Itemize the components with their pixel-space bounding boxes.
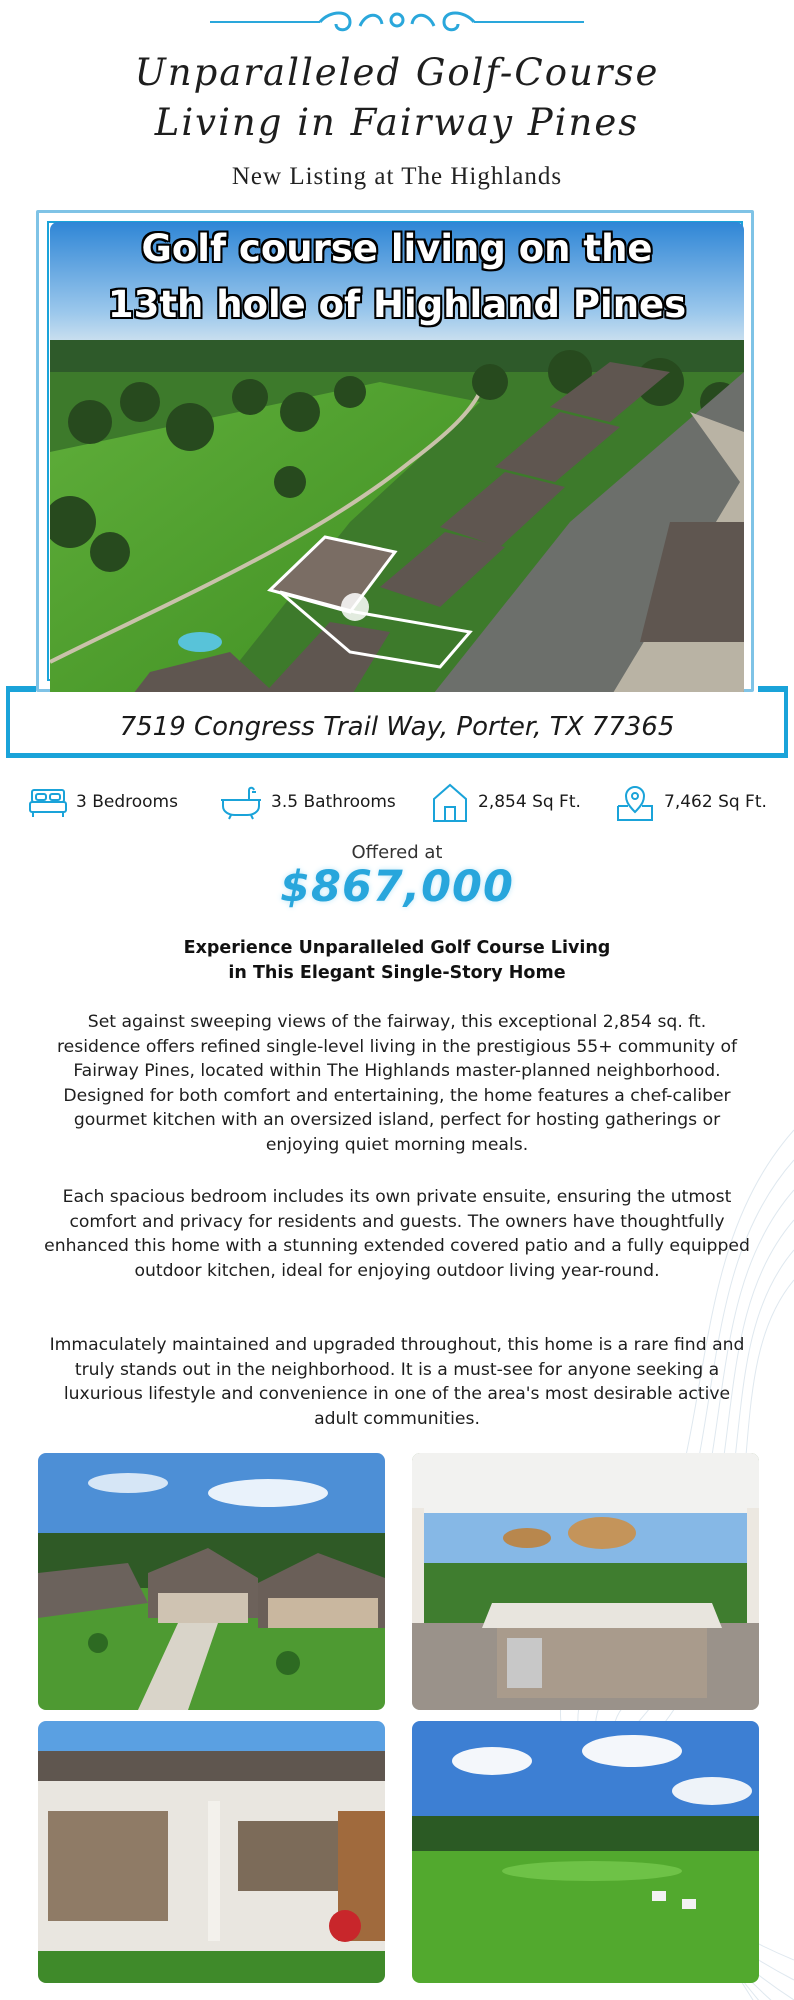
property-address: 7519 Congress Trail Way, Porter, TX 77365 bbox=[119, 712, 675, 742]
stat-living-area bbox=[430, 780, 581, 824]
header-ornament bbox=[210, 8, 584, 38]
hero-image bbox=[50, 222, 744, 698]
stat-label: 3 Bedrooms bbox=[76, 792, 178, 812]
description-headline bbox=[0, 936, 794, 986]
description-paragraph-3: Immaculately maintained and upgraded throughout, this home is a rare find and truly stands out in the neighborhood. It is a must-see for anyone seeking a luxurious lifestyle and convenience in one of the area's most desirable active adult communities. bbox=[49, 1335, 745, 1429]
stat-label: 7,462 Sq Ft. bbox=[664, 792, 767, 812]
offered-label: Offered at bbox=[351, 842, 443, 863]
hero-caption-line-2: 13th hole of Highland Pines bbox=[107, 283, 687, 326]
map-pin-icon bbox=[614, 782, 656, 822]
description-paragraph-1: Set against sweeping views of the fairway, this exceptional 2,854 sq. ft. residence offers refined single-level living in the prestigious 55+ community of Fairway Pines, located within The Highlands master-planned neighborhood. Designed for both comfort and entertaining, the home features a chef-caliber gourmet kitchen with an oversized island, perfect for hosting gatherings or enjoying quiet morning meals. bbox=[56, 1012, 738, 1155]
bathtub-icon bbox=[219, 784, 263, 820]
headline-line-1: Experience Unparalleled Golf Course Living bbox=[183, 938, 611, 958]
stat-bathrooms bbox=[219, 780, 396, 824]
headline-line-2: in This Elegant Single-Story Home bbox=[228, 963, 566, 983]
hero-caption-line-1: Golf course living on the bbox=[141, 227, 653, 270]
description-paragraph-2: Each spacious bedroom includes its own private ensuite, ensuring the utmost comfort and privacy for residents and guests. The owners have thoughtfully enhanced this home with a stunning extended covered patio and a fully equipped outdoor kitchen, ideal for enjoying outdoor living year-round. bbox=[44, 1187, 750, 1281]
page-subtitle: New Listing at The Highlands bbox=[231, 163, 563, 190]
listing-price: $867,000 bbox=[280, 862, 514, 912]
stat-lot-size bbox=[614, 780, 767, 824]
stat-bedrooms bbox=[28, 780, 178, 824]
photo-outdoor-kitchen bbox=[412, 1453, 759, 1710]
photo-covered-patio bbox=[38, 1721, 385, 1983]
bed-icon bbox=[28, 784, 68, 820]
house-icon bbox=[430, 781, 470, 823]
title-line-2: Living in Fairway Pines bbox=[154, 101, 640, 144]
title-line-1: Unparalleled Golf-Course bbox=[134, 51, 660, 94]
photo-front-exterior bbox=[38, 1453, 385, 1710]
photo-golf-course bbox=[412, 1721, 759, 1983]
stat-label: 3.5 Bathrooms bbox=[271, 792, 396, 812]
page-title bbox=[0, 48, 794, 148]
stat-label: 2,854 Sq Ft. bbox=[478, 792, 581, 812]
